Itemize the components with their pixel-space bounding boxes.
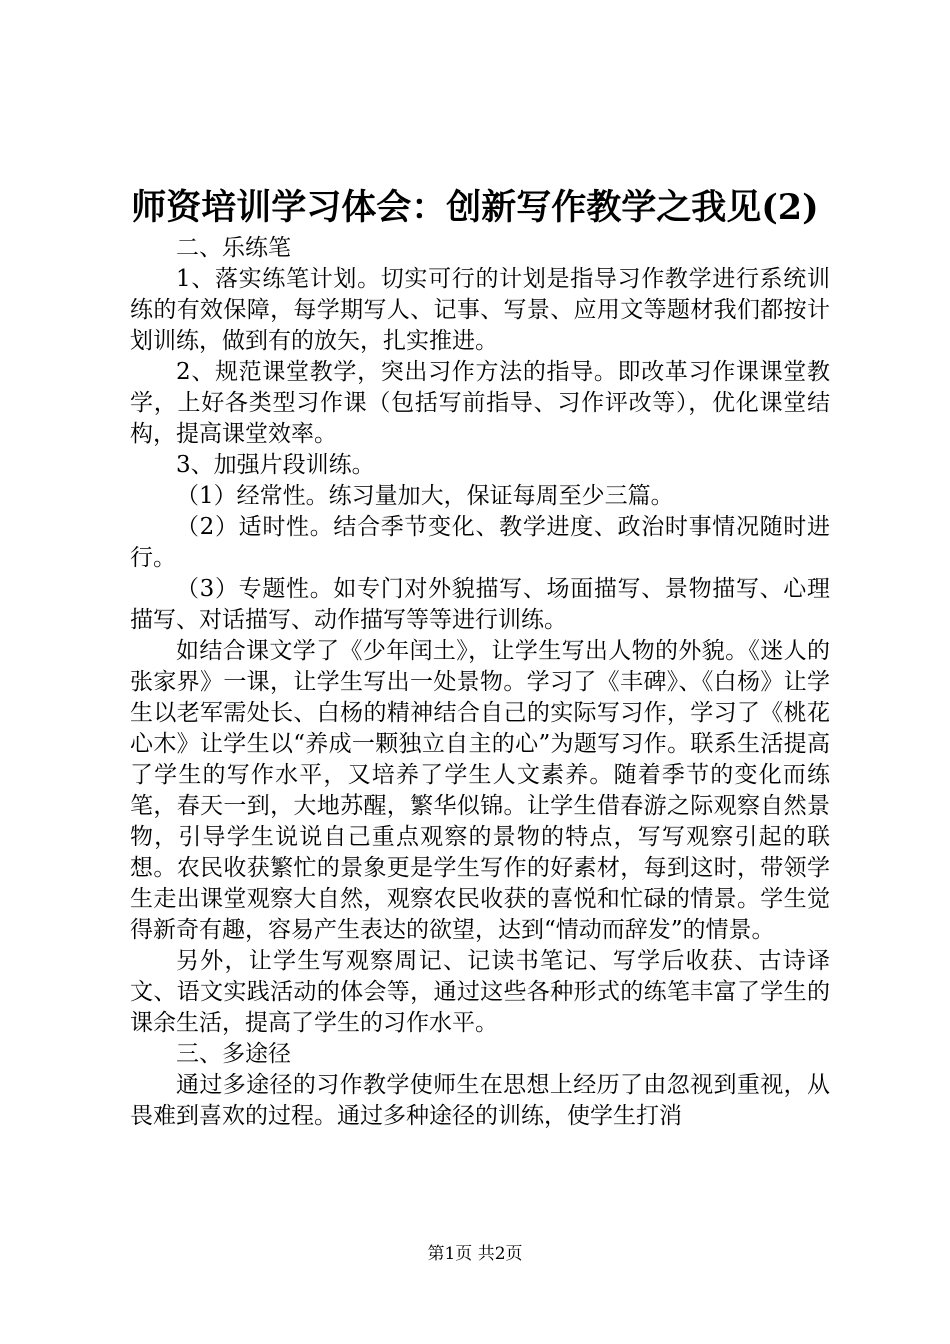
section-heading-practice: 二、乐练笔 [176,235,291,261]
paragraph-plan: 1、落实练笔计划。切实可行的计划是指导习作教学进行系统训练的有效保障，每学期写人、记事、写景、应用文等题材我们都按计划训练，做到有的放矢，扎实推进。 [130,266,830,354]
paragraph-regularity: （1）经常性。练习量加大，保证每周至少三篇。 [176,483,674,509]
paragraph-topicality: （3）专题性。如专门对外貌描写、场面描写、景物描写、心理描写、对话描写、动作描写等等进行训练。 [130,576,830,633]
section-heading-multiple-ways: 三、多途径 [176,1041,291,1067]
paragraph-fragment-training: 3、加强片段训练。 [176,452,375,478]
paragraph-classroom: 2、规范课堂教学，突出习作方法的指导。即改革习作课课堂教学，上好各类型习作课（包括写前指导、习作评改等），优化课堂结构，提高课堂效率。 [130,359,830,447]
paragraph-multiple-ways: 通过多途径的习作教学使师生在思想上经历了由忽视到重视，从畏难到喜欢的过程。通过多种途径的训练，使学生打消 [130,1072,830,1129]
document-body [130,233,830,1132]
page-footer: 第1页 共2页 [427,1244,523,1264]
paragraph-timeliness: （2）适时性。结合季节变化、教学进度、政治时事情况随时进行。 [130,514,830,571]
paragraph-additional: 另外，让学生写观察周记、记读书笔记、写学后收获、古诗译文、语文实践活动的体会等，通过这些各种形式的练笔丰富了学生的课余生活，提高了学生的习作水平。 [130,948,830,1036]
paragraph-examples: 如结合课文学了《少年闰土》，让学生写出人物的外貌。《迷人的张家界》一课，让学生写出一处景物。学习了《丰碑》、《白杨》让学生以老军需处长、白杨的精神结合自己的实际写习作，学习了《桃花心木》让学生以“养成一颗独立自主的心”为题写习作。联系生活提高了学生的写作水平，又培养了学生人文素养。随着季节的变化而练笔，春天一到，大地苏醒，繁华似锦。让学生借春游之际观察自然景物，引导学生说说自己重点观察的景物的特点，写写观察引起的联想。农民收获繁忙的景象更是学生写作的好素材，每到这时，带领学生走出课堂观察大自然，观察农民收获的喜悦和忙碌的情景。学生觉得新奇有趣，容易产生表达的欲望，达到“情动而辞发”的情景。 [130,638,830,943]
document-title: 师资培训学习体会：创新写作教学之我见(2) [131,187,819,228]
